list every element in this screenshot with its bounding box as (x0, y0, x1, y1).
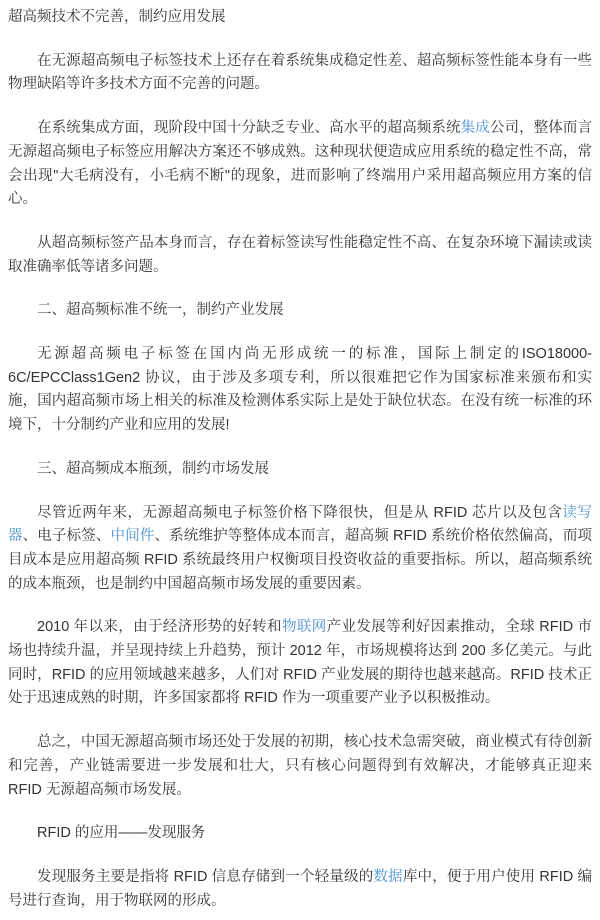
text-segment: 二、超高频标准不统一，制约产业发展 (37, 302, 284, 319)
text-segment: RFID 的应用——发现服务 (37, 825, 206, 842)
inline-link[interactable]: 数据 (373, 868, 403, 885)
paragraph (8, 343, 592, 438)
text-segment: 尽管近两年来，无源超高频电子标签价格下降很快，但是从 RFID 芯片以及包含 (37, 504, 563, 521)
paragraph (8, 731, 592, 802)
text-segment: 在无源超高频电子标签技术上还存在着系统集成稳定性差、超高频标签性能本身有一些物理缺陷等许多技术方面不完善的问题。 (8, 52, 592, 93)
text-segment: 库中，便于用户使用 RFID 编号进行查询，用于物联网的形成。 (8, 868, 592, 909)
text-segment: 在系统集成方面，现阶段中国十分缺乏专业、高水平的超高频系统 (37, 120, 461, 137)
heading (8, 458, 592, 482)
paragraph (8, 502, 592, 597)
text-segment: 三、超高频成本瓶颈，制约市场发展 (37, 460, 269, 477)
text-segment: 无源超高频电子标签在国内尚无形成统一的标准，国际上制定的ISO18000-6C/EPCClass1Gen2 协议，由于涉及多项专利，所以很难把它作为国家标准来颁布和实施，国内超高频市场上相关的标准及检测体系实际上是处于缺位状态。在没有统一标准的环境下，十分制约产业和应用的发展! (8, 346, 592, 434)
text-segment: 从超高频标签产品本身而言，存在着标签读写性能稳定性不高、在复杂环境下漏读或读取准确率低等诸多问题。 (8, 234, 592, 275)
heading-top (8, 6, 592, 30)
paragraph (8, 616, 592, 711)
inline-link[interactable]: 读写器 (8, 504, 592, 545)
text-segment: 、电子标签、 (22, 528, 111, 545)
paragraph (8, 232, 592, 279)
text-segment: 总之，中国无源超高频市场还处于发展的初期，核心技术急需突破，商业模式有待创新和完善，产业链需要进一步发展和壮大，只有核心问题得到有效解决，才能够真正迎来 RFID 无源超高频市场发展。 (8, 734, 592, 798)
heading (8, 299, 592, 323)
text-segment: 发现服务主要是指将 RFID 信息存储到一个轻量级的 (37, 868, 374, 885)
text-segment: 2010 年以来，由于经济形势的好转和 (37, 619, 282, 636)
inline-link[interactable]: 物联网 (281, 619, 327, 636)
paragraph (8, 117, 592, 212)
text-segment: 、系统维护等整体成本而言，超高频 RFID 系统价格依然偏高，而项目成本是应用超高频 RFID 系统最终用户权衡项目投资收益的重要指标。所以，超高频系统的成本瓶颈，也是制约中国超高频市场发展的重要因素。 (8, 528, 593, 592)
paragraph (8, 866, 592, 913)
text-segment: 公司，整体而言无源超高频电子标签应用解决方案还不够成熟。这种现状便造成应用系统的稳定性不高，常会出现"大毛病没有，小毛病不断"的现象，进而影响了终端用户采用超高频应用方案的信心。 (8, 120, 593, 208)
inline-link[interactable]: 集成 (460, 120, 490, 137)
heading (8, 822, 592, 846)
inline-link[interactable]: 中间件 (110, 528, 155, 545)
text-segment: 产业发展等利好因素推动，全球 RFID 市场也持续升温，并呈现持续上升趋势，预计 2012 年，市场规模将达到 200 多亿美元。与此同时，RFID 的应用领域越来越多，人们对 RFID 产业发展的期待也越来越高。RFID 技术正处于迅速成熟的时期，许多国家都将 RFID 作为一项重要产业予以积极推动。 (8, 619, 592, 707)
text-segment: 超高频技术不完善，制约应用发展 (8, 9, 226, 25)
paragraph (8, 50, 592, 97)
